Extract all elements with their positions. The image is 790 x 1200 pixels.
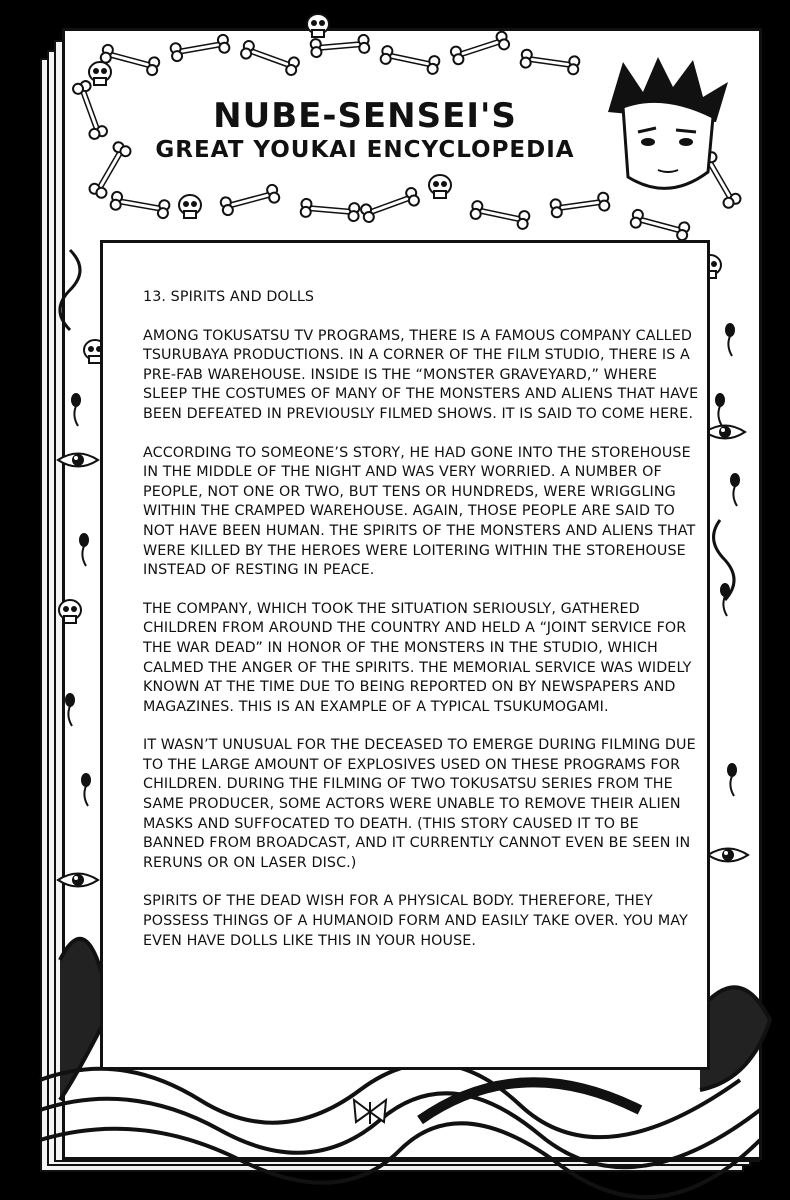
page-subtitle: GREAT YOUKAI ENCYCLOPEDIA bbox=[155, 137, 575, 163]
paragraph-4: IT WASN’T UNUSUAL FOR THE DECEASED TO EMERGE DURING FILMING DUE TO THE LARGE AMOUNT OF EXPLOSIVES USED ON THESE PROGRAMS FOR CHILDREN. DURING THE FILMING OF TWO TOKUSATSU SERIES FROM THE SAME PRODUCER, SOME ACTORS WERE UNABLE TO REMOVE THEIR ALIEN MASKS AND SUFFOCATED TO DEATH. (THIS STORY CAUSED IT TO BE BANNED FROM BROADCAST, AND IT CURRENTLY CANNOT EVEN BE SEEN IN RERUNS OR ON LASER DISC.) bbox=[143, 737, 696, 871]
paragraph-1: AMONG TOKUSATSU TV PROGRAMS, THERE IS A FAMOUS COMPANY CALLED TSURUBAYA PRODUCTIONS. IN A CORNER OF THE FILM STUDIO, THERE IS A PRE-FAB WAREHOUSE. INSIDE IS THE “MONSTER GRAVEYARD,” WHERE SLEEP THE COSTUMES OF MANY OF THE MONSTERS AND ALIENS THAT HAVE BEEN DEFEATED IN PREVIOUSLY FILMED SHOWS. IT IS SAID TO COME HERE. bbox=[143, 327, 699, 422]
paragraph-5: SPIRITS OF THE DEAD WISH FOR A PHYSICAL BODY. THEREFORE, THEY POSSESS THINGS OF A HUMANOID FORM AND EASILY TAKE OVER. YOU MAY EVEN HAVE DOLLS LIKE THIS IN YOUR HOUSE. bbox=[143, 893, 688, 949]
article-body bbox=[143, 288, 703, 970]
sensei-portrait bbox=[588, 52, 738, 202]
paragraph-3: THE COMPANY, WHICH TOOK THE SITUATION SERIOUSLY, GATHERED CHILDREN FROM AROUND THE COUNTRY AND HELD A “JOINT SERVICE FOR THE WAR DEAD” IN HONOR OF THE MONSTERS IN THE STUDIO, WHICH CALMED THE ANGER OF THE SPIRITS. THE MEMORIAL SERVICE WAS WIDELY KNOWN AT THE TIME DUE TO BEING REPORTED ON BY NEWSPAPERS AND MAGAZINES. THIS IS AN EXAMPLE OF A TYPICAL TSUKUMOGAMI. bbox=[143, 600, 692, 715]
paragraph-2: ACCORDING TO SOMEONE’S STORY, HE HAD GONE INTO THE STOREHOUSE IN THE MIDDLE OF THE NIGHT AND WAS VERY WORRIED. A NUMBER OF PEOPLE, NOT ONE OR TWO, BUT TENS OR HUNDREDS, WERE WRIGGLING WITHIN THE CRAMPED WAREHOUSE. AGAIN, THOSE PEOPLE ARE SAID TO NOT HAVE BEEN HUMAN. THE SPIRITS OF THE MONSTERS AND ALIENS THAT WERE KILLED BY THE HEROES WERE LOITERING WITHIN THE STOREHOUSE INSTEAD OF RESTING IN PEACE. bbox=[143, 444, 696, 579]
bottom-tangle bbox=[40, 1063, 760, 1197]
butterfly-icon bbox=[354, 1100, 386, 1124]
page-title: NUBE-SENSEI'S bbox=[213, 96, 517, 136]
right-ornaments bbox=[700, 323, 770, 1090]
article-heading: 13. SPIRITS AND DOLLS bbox=[143, 289, 315, 305]
